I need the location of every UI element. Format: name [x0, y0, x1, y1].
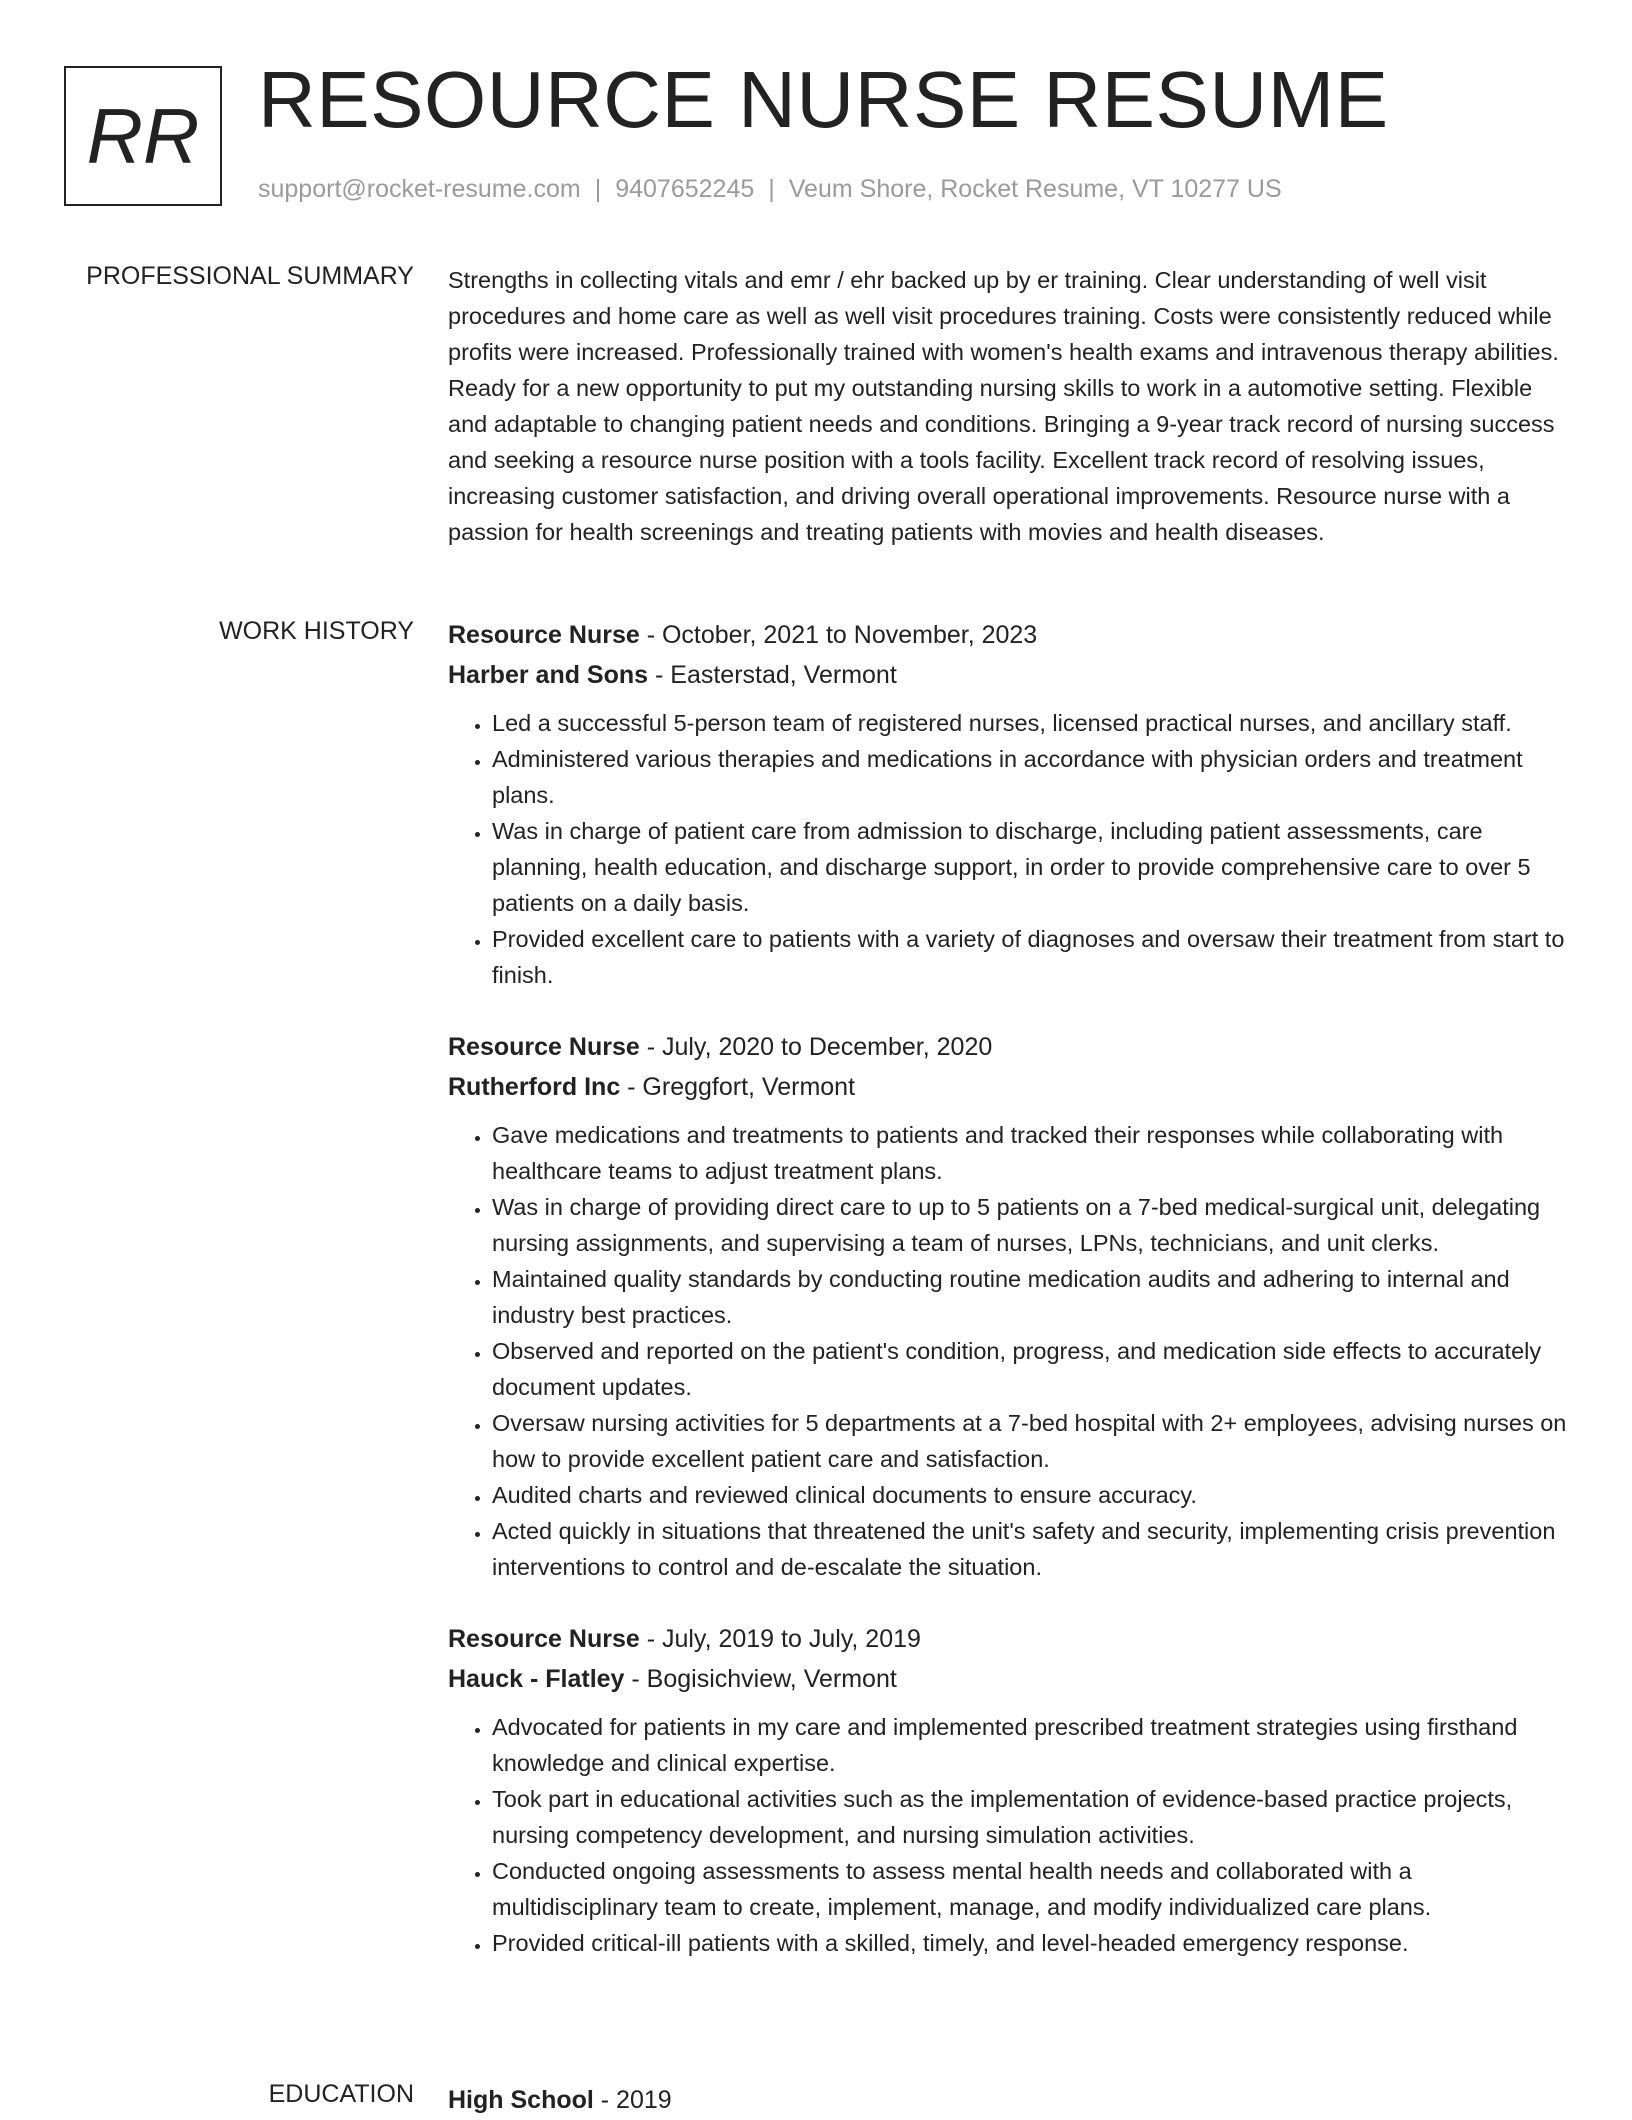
job-company: Hauck - Flatley: [448, 1665, 625, 1693]
job-company: Rutherford Inc: [448, 1073, 621, 1101]
contact-line: [258, 175, 1282, 204]
job-entry: [448, 1619, 1568, 1961]
education-degree: High School: [448, 2086, 594, 2114]
resume-title: RESOURCE NURSE RESUME: [258, 55, 1389, 144]
job-location: - Bogisichview, Vermont: [624, 1665, 897, 1693]
job-company-line: [448, 1659, 1568, 1699]
contact-email: support@rocket-resume.com: [258, 175, 581, 203]
job-title-line: [448, 615, 1568, 655]
job-title: Resource Nurse: [448, 1033, 640, 1061]
duty-list: [448, 1709, 1568, 1961]
duty-item: • Observed and reported on the patient's condition, progress, and medication side effects to accurately document updates.: [492, 1333, 1568, 1405]
duty-item: • Provided critical-ill patients with a skilled, timely, and level-headed emergency response.: [492, 1925, 1568, 1961]
section-heading-education: EDUCATION: [268, 2080, 414, 2108]
duty-item: • Oversaw nursing activities for 5 departments at a 7-bed hospital with 2+ employees, advising nurses on how to provide excellent patient care and satisfaction.: [492, 1405, 1568, 1477]
duty-item: • Administered various therapies and medications in accordance with physician orders and treatment plans.: [492, 741, 1568, 813]
duty-item: • Took part in educational activities such as the implementation of evidence-based practice projects, nursing competency development, and nursing simulation activities.: [492, 1781, 1568, 1853]
duty-item: • Advocated for patients in my care and implemented prescribed treatment strategies using firsthand knowledge and clinical expertise.: [492, 1709, 1568, 1781]
duty-item: • Led a successful 5-person team of registered nurses, licensed practical nurses, and ancillary staff.: [492, 705, 1568, 741]
job-company: Harber and Sons: [448, 661, 649, 689]
job-title-line: [448, 1027, 1568, 1067]
contact-separator: |: [768, 175, 775, 203]
job-entry: [448, 615, 1568, 993]
duty-item: • Conducted ongoing assessments to assess mental health needs and collaborated with a multidisciplinary team to create, implement, manage, and modify individualized care plans.: [492, 1853, 1568, 1925]
job-title: Resource Nurse: [448, 621, 640, 649]
duty-item: • Was in charge of providing direct care to up to 5 patients on a 7-bed medical-surgical unit, delegating nursing assignments, and supervising a team of nurses, LPNs, technicians, and unit clerks.: [492, 1189, 1568, 1261]
section-heading-summary: PROFESSIONAL SUMMARY: [86, 262, 414, 290]
job-entry: [448, 1027, 1568, 1585]
job-dates: - July, 2019 to July, 2019: [639, 1625, 921, 1653]
duty-item: • Was in charge of patient care from admission to discharge, including patient assessments, care planning, health education, and discharge support, in order to provide comprehensive care to over 5 patients on a daily basis.: [492, 813, 1568, 921]
work-history-body: [448, 615, 1568, 1995]
summary-text: Strengths in collecting vitals and emr / ehr backed up by er training. Clear understanding of well visit procedures and home care as well as well visit procedures training. Costs were consistently reduced while profits were increased. Professionally trained with women's health exams and intravenous therapy abilities. Ready for a new opportunity to put my outstanding nursing skills to work in a automotive setting. Flexible and adaptable to changing patient needs and conditions. Bringing a 9-year track record of nursing success and seeking a resource nurse position with a tools facility. Excellent track record of resolving issues, increasing customer satisfaction, and driving overall operational improvements. Resource nurse with a passion for health screenings and treating patients with movies and health diseases.: [448, 267, 1559, 545]
job-company-line: [448, 1067, 1568, 1107]
contact-phone: 9407652245: [615, 175, 755, 203]
duty-list: [448, 1117, 1568, 1585]
duty-item: • Audited charts and reviewed clinical documents to ensure accuracy.: [492, 1477, 1568, 1513]
monogram-logo: RR: [64, 66, 222, 206]
job-title: Resource Nurse: [448, 1625, 640, 1653]
education-year: - 2019: [593, 2086, 672, 2114]
job-title-line: [448, 1619, 1568, 1659]
job-dates: - October, 2021 to November, 2023: [639, 621, 1038, 649]
contact-separator: |: [594, 175, 602, 203]
section-heading-work-history: WORK HISTORY: [219, 617, 414, 645]
job-location: - Greggfort, Vermont: [620, 1073, 856, 1101]
job-company-line: [448, 655, 1568, 695]
duty-item: • Maintained quality standards by conducting routine medication audits and adhering to internal and industry best practices.: [492, 1261, 1568, 1333]
contact-address: Veum Shore, Rocket Resume, VT 10277 US: [788, 175, 1282, 203]
job-location: - Easterstad, Vermont: [648, 661, 897, 689]
education-body: [448, 2080, 1568, 2120]
summary-body: [448, 262, 1568, 550]
duty-list: [448, 705, 1568, 993]
duty-item: • Provided excellent care to patients with a variety of diagnoses and oversaw their treatment from start to finish.: [492, 921, 1568, 993]
job-dates: - July, 2020 to December, 2020: [639, 1033, 993, 1061]
education-line: [448, 2080, 1568, 2120]
duty-item: • Gave medications and treatments to patients and tracked their responses while collaborating with healthcare teams to adjust treatment plans.: [492, 1117, 1568, 1189]
duty-item: • Acted quickly in situations that threatened the unit's safety and security, implementing crisis prevention interventions to control and de-escalate the situation.: [492, 1513, 1568, 1585]
